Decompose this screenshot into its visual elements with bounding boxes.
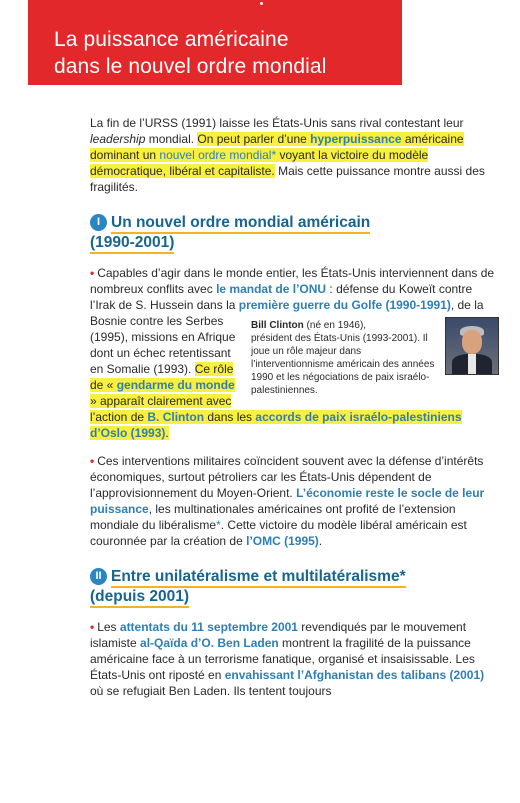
section-2-title-line1: Entre unilatéralisme et multilatéralisme*	[111, 568, 406, 588]
intro-paragraph	[90, 115, 495, 195]
intro-text: La fin de l’URSS (1991) laisse les États-Unis sans rival contestant leur	[90, 116, 464, 130]
section-2-title-line2: (depuis 2001)	[90, 588, 189, 608]
paragraph-1: • Capables d’agir dans le monde entier, les États-Unis interviennent dans de nombreux conflits avec le mandat de l’ONU : défense du Koweït contre l’Irak de S. Hussein dans la première guerre du Golfe (1990-1991) Bill Clinton (né en 1946), président des États-Unis (1993-2001). Il joue un rôle majeur dans l’interventionnisme américain des années 1990 et les négociations de paix israélo-palestiniennes. , de la Bosnie contre les Serbes (1995), missions en Afrique dont un échec retentissant en Somalie (1993). Ce rôle de « gendarme du monde » apparaît clairement avec l’action de B. Clinton dans les accords de paix israélo-palestiniens d’Oslo (1993).	[90, 265, 495, 441]
bullet-icon: •	[90, 620, 95, 634]
paragraph-1-highlight: Ce rôle de « gendarme du monde » apparaît clairement avec l’action de B. Clinton dans les accords de paix israélo-palestiniens d’Oslo (1993).	[90, 362, 462, 440]
clinton-caption: Bill Clinton (né en 1946), président des États-Unis (1993-2001). Il joue un rôle majeur dans l’interventionnisme américain des années 1990 et les négociations de paix israélo-palestiniennes.	[251, 320, 435, 396]
main-content	[90, 115, 495, 699]
section-1-title-line1: Un nouvel ordre mondial américain	[111, 214, 370, 234]
term-accords-oslo[interactable]: accords de paix israélo-palestiniens d’Oslo (1993)	[90, 410, 462, 440]
intro-text: mondial.	[145, 132, 198, 146]
chapter-banner	[28, 0, 402, 85]
term-hyperpuissance[interactable]: hyperpuissance	[310, 132, 402, 146]
section-1-number: I	[90, 214, 107, 231]
section-2-number: II	[90, 568, 107, 585]
banner-dot	[260, 2, 263, 5]
bullet-icon: •	[90, 454, 95, 468]
term-afghanistan[interactable]: envahissant l’Afghanistan des talibans (2001)	[224, 668, 485, 682]
glossary-star: *	[216, 518, 221, 532]
intro-italic: leadership	[90, 132, 146, 146]
term-clinton[interactable]: B. Clinton	[147, 410, 205, 424]
intro-highlight: On peut parler d’une hyperpuissance américaine dominant un nouvel ordre mondial* voyant la victoire du modèle démocratique, libéral et capitaliste.	[90, 132, 464, 178]
term-guerre-golfe[interactable]: première guerre du Golfe (1990-1991)	[238, 298, 451, 312]
term-attentats[interactable]: attentats du 11 septembre 2001	[119, 620, 298, 634]
term-mandat-onu[interactable]: le mandat de l’ONU	[216, 282, 327, 296]
term-gendarme[interactable]: gendarme du monde	[116, 378, 235, 392]
paragraph-3: • Les attentats du 11 septembre 2001 revendiqués par le mouvement islamiste al-Qaïda d’O. Ben Laden montrent la fragilité de la puissance américaine face à un terrorisme fanatique, organisé et insaisissable. Les États-Unis ont riposté en envahissant l’Afghanistan des talibans (2001) où se refugiait Ben Laden. Ils tentent toujours	[90, 620, 485, 698]
clinton-photo	[445, 317, 499, 375]
chapter-title-line1: La puissance américaine	[54, 28, 289, 51]
intro-text: Mais cette puissance montre aussi des fragilités.	[90, 164, 485, 194]
term-omc[interactable]: l’OMC (1995)	[246, 534, 319, 548]
term-al-qaida[interactable]: al-Qaïda d’O. Ben Laden	[140, 636, 279, 650]
section-1-heading	[90, 213, 495, 253]
section-2-heading	[90, 567, 495, 607]
clinton-name: Bill Clinton	[251, 320, 304, 331]
chapter-title	[54, 26, 326, 80]
paragraph-2: • Ces interventions militaires coïncident souvent avec la défense d’intérêts économiques, surtout pétroliers car les États-Unis dépendent de l’approvisionnement du Moyen-Orient. L’économie reste le socle de leur puissance, les multinationales américaines ont profité de l’extension mondiale du libéralisme*. Cette victoire du modèle libéral américain est couronnée par la création de l’OMC (1995).	[90, 454, 485, 548]
term-nouvel-ordre[interactable]: nouvel ordre mondial*	[159, 148, 277, 162]
section-1-title-line2: (1990-2001)	[90, 234, 174, 254]
bullet-icon: •	[90, 266, 95, 280]
chapter-title-line2: dans le nouvel ordre mondial	[54, 55, 327, 78]
clinton-sidebar	[251, 315, 499, 405]
term-economie[interactable]: L’économie reste le socle de leur puissance	[90, 486, 485, 516]
